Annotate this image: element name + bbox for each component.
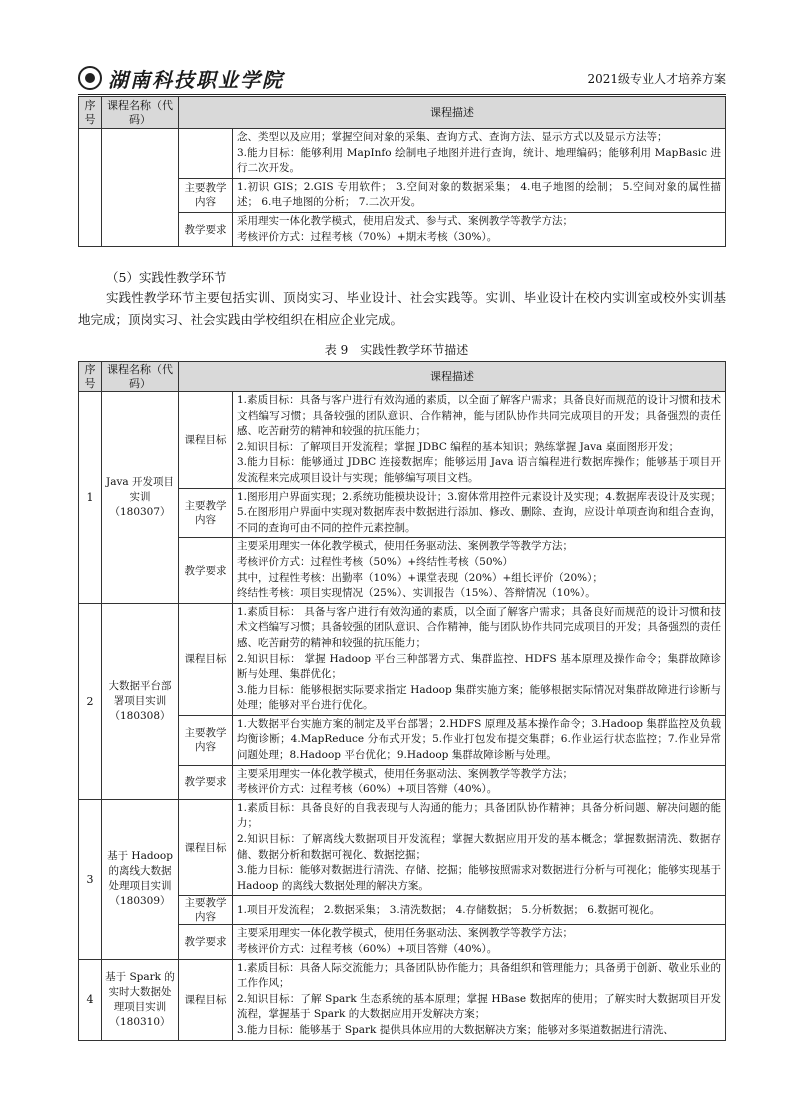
description-line: 2.知识目标： 掌握 Hadoop 平台三种部署方式、集群监控、HDFS 基本原理及操作命令；集群故障诊断与处理、集群优化； <box>237 652 721 681</box>
row-label: 主要教学内容 <box>179 715 233 765</box>
course-table-continued <box>78 96 726 247</box>
description-line: 终结性考核：项目实现情况（25%）、实训报告（15%）、答辩情况（10%）。 <box>237 587 596 600</box>
section-heading: （5）实践性教学环节 <box>106 270 227 285</box>
row-description <box>233 178 726 212</box>
description-line: 考核评价方式：过程性考核（50%）+终结性考核（50%） <box>237 555 513 568</box>
header-description: 课程描述 <box>179 362 726 392</box>
description-line: 考核评价方式：过程考核（60%）+项目答辩（40%）。 <box>237 783 498 796</box>
description-line: 1.素质目标：具备人际交流能力；具备团队协作能力；具备组织和管理能力；具备勇于创新、敬业乐业的工作作风； <box>237 961 721 990</box>
description-line: 主要采用理实一体化教学模式，使用任务驱动法、案例教学等教学方法； <box>237 927 573 940</box>
description-line: 1.素质目标：具备与客户进行有效沟通的素质，以全面了解客户需求；具备良好而规范的设计习惯和技术文档编写习惯；具备较强的团队意识、合作精神，能与团队协作共同完成项目的开发；具备强烈的责任感、吃苦耐劳的精神和较强的抗压能力； <box>237 394 721 438</box>
school-logo <box>78 64 284 92</box>
row-description <box>233 538 726 603</box>
row-label: 教学要求 <box>179 765 233 799</box>
description-line: 主要采用理实一体化教学模式，使用任务驱动法、案例教学等教学方法； <box>237 540 573 553</box>
row-description <box>233 765 726 799</box>
description-line: 2.知识目标：了解 Spark 生态系统的基本原理；掌握 HBase 数据库的使用；了解实时大数据项目开发流程，掌握基于 Spark 的大数据应用开发解决方案； <box>237 992 721 1021</box>
school-seal-icon <box>78 66 102 90</box>
description-line: 1.初识 GIS；2.GIS 专用软件； 3.空间对象的数据采集； 4.电子地图的绘制； 5.空间对象的属性描述； 6.电子地图的分析； 7.二次开发。 <box>237 180 721 209</box>
seq-cell: 4 <box>79 959 102 1040</box>
seq-cell: 3 <box>79 799 102 959</box>
description-line: 3.能力目标：能够利用 MapInfo 绘制电子地图并进行查询，统计、地理编码；能够利用 MapBasic 进行二次开发。 <box>237 146 721 175</box>
seq-cell: 1 <box>79 392 102 604</box>
row-label: 主要教学内容 <box>179 178 233 212</box>
row-label: 课程目标 <box>179 603 233 715</box>
table-row <box>79 603 726 715</box>
table-row <box>79 392 726 489</box>
table-header-row <box>79 362 726 392</box>
row-description <box>233 925 726 959</box>
course-name-cell: 基于 Spark 的实时大数据处理项目实训（180310） <box>102 959 179 1040</box>
row-label: 主要教学内容 <box>179 488 233 538</box>
row-label <box>179 129 233 179</box>
school-name: 湖南科技职业学院 <box>108 67 284 92</box>
section-paragraph: 实践性教学环节主要包括实训、顶岗实习、毕业设计、社会实践等。实训、毕业设计在校内实训室或校外实训基地完成；顶岗实习、社会实践由学校组织在相应企业完成。 <box>78 290 726 327</box>
row-description <box>233 603 726 715</box>
row-label: 教学要求 <box>179 212 233 246</box>
seq-cell: 2 <box>79 603 102 799</box>
row-description <box>233 212 726 246</box>
description-line: 3.能力目标：能够根据实际要求指定 Hadoop 集群实施方案；能够根据实际情况对集群故障进行诊断与处理；能够对平台进行优化。 <box>237 683 721 712</box>
seq-cell <box>79 129 102 247</box>
row-description <box>233 488 726 538</box>
header-course-name: 课程名称（代码） <box>102 97 179 129</box>
row-description <box>233 715 726 765</box>
header-seq: 序号 <box>79 97 102 129</box>
row-description <box>233 799 726 896</box>
table-caption: 表 9 实践性教学环节描述 <box>324 343 469 357</box>
row-label: 课程目标 <box>179 799 233 896</box>
description-line: 主要采用理实一体化教学模式，使用任务驱动法、案例教学等教学方法； <box>237 767 573 780</box>
description-line: 1.大数据平台实施方案的制定及平台部署；2.HDFS 原理及基本操作命令；3.Hadoop 集群监控及负载均衡诊断；4.MapReduce 分布式开发；5.作业打包发布提交集群；6.作业运行状态监控；7.作业异常问题处理；8.Hadoop 平台优化；9.Hadoop 集群故障诊断与处理。 <box>237 717 721 762</box>
row-label: 主要教学内容 <box>179 896 233 925</box>
table-row <box>79 959 726 1040</box>
row-label: 教学要求 <box>179 925 233 959</box>
description-line: 1.素质目标： 具备与客户进行有效沟通的素质，以全面了解客户需求；具备良好而规范的设计习惯和技术文档编写习惯；具备较强的团队意识、合作精神，能与团队协作共同完成项目的开发；具备强烈的责任感、吃苦耐劳的精神和较强的抗压能力； <box>237 605 721 649</box>
course-name-cell: 大数据平台部署项目实训（180308） <box>102 603 179 799</box>
row-description <box>233 896 726 925</box>
practical-teaching-table <box>78 361 726 1041</box>
row-description <box>233 129 726 179</box>
table-row <box>79 799 726 896</box>
description-line: 1.图形用户界面实现；2.系统功能模块设计；3.窗体常用控件元素设计及实现；4.数据库表设计及实现；5.在图形用户界面中实现对数据库表中数据进行添加、修改、删除、查询，应设计单项查询和组合查询，不同的查询可由不同的控件元素控制。 <box>237 490 721 534</box>
description-line: 念、类型以及应用；掌握空间对象的采集、查询方式、查询方法、显示方式以及显示方法等； <box>237 131 668 143</box>
description-line: 3.能力目标：能够基于 Spark 提供具体应用的大数据解决方案；能够对多渠道数据进行清洗、 <box>237 1023 674 1036</box>
description-line: 考核评价方式：过程考核（60%）+项目答辩（40%）。 <box>237 943 498 955</box>
course-name-cell <box>102 129 179 247</box>
table-header-row <box>79 97 726 129</box>
description-line: 考核评价方式：过程考核（70%）+期末考核（30%）。 <box>237 230 498 243</box>
description-line: 其中，过程性考核：出勤率（10%）+课堂表现（20%）+组长评价（20%）； <box>237 571 603 584</box>
description-line: 2.知识目标：了解项目开发流程；掌握 JDBC 编程的基本知识；熟练掌握 Java 桌面图形开发； <box>237 440 680 453</box>
page-header <box>78 64 726 95</box>
row-description <box>233 392 726 489</box>
row-description <box>233 959 726 1040</box>
description-line: 采用理实一体化教学模式，使用启发式、参与式、案例教学等教学方法； <box>237 214 573 227</box>
description-line: 1.项目开发流程； 2.数据采集； 3.清洗数据； 4.存储数据； 5.分析数据； 6.数据可视化。 <box>237 903 661 916</box>
document-title: 2021级专业人才培养方案 <box>587 72 726 86</box>
course-name-cell: 基于 Hadoop 的离线大数据处理项目实训（180309） <box>102 799 179 959</box>
header-description: 课程描述 <box>179 97 726 129</box>
table-row <box>79 129 726 179</box>
row-label: 课程目标 <box>179 959 233 1040</box>
header-course-name: 课程名称（代码） <box>102 362 179 392</box>
description-line: 1.素质目标：具备良好的自我表现与人沟通的能力；具备团队协作精神；具备分析问题、解决问题的能力； <box>237 801 721 830</box>
description-line: 2.知识目标：了解离线大数据项目开发流程；掌握大数据应用开发的基本概念；掌握数据清洗、数据存储、数据分析和数据可视化、数据挖掘； <box>237 833 721 861</box>
row-label: 教学要求 <box>179 538 233 603</box>
header-seq: 序号 <box>79 362 102 392</box>
course-name-cell: Java 开发项目实训（180307） <box>102 392 179 604</box>
row-label: 课程目标 <box>179 392 233 489</box>
description-line: 3.能力目标：能够通过 JDBC 连接数据库；能够运用 Java 语言编程进行数据库操作；能够基于项目开发流程来完成项目设计与实现；能够编写项目文档。 <box>237 456 721 484</box>
description-line: 3.能力目标：能够对数据进行清洗、存储、挖掘；能够按照需求对数据进行分析与可视化；能够实现基于 Hadoop 的离线大数据处理的解决方案。 <box>237 864 721 892</box>
